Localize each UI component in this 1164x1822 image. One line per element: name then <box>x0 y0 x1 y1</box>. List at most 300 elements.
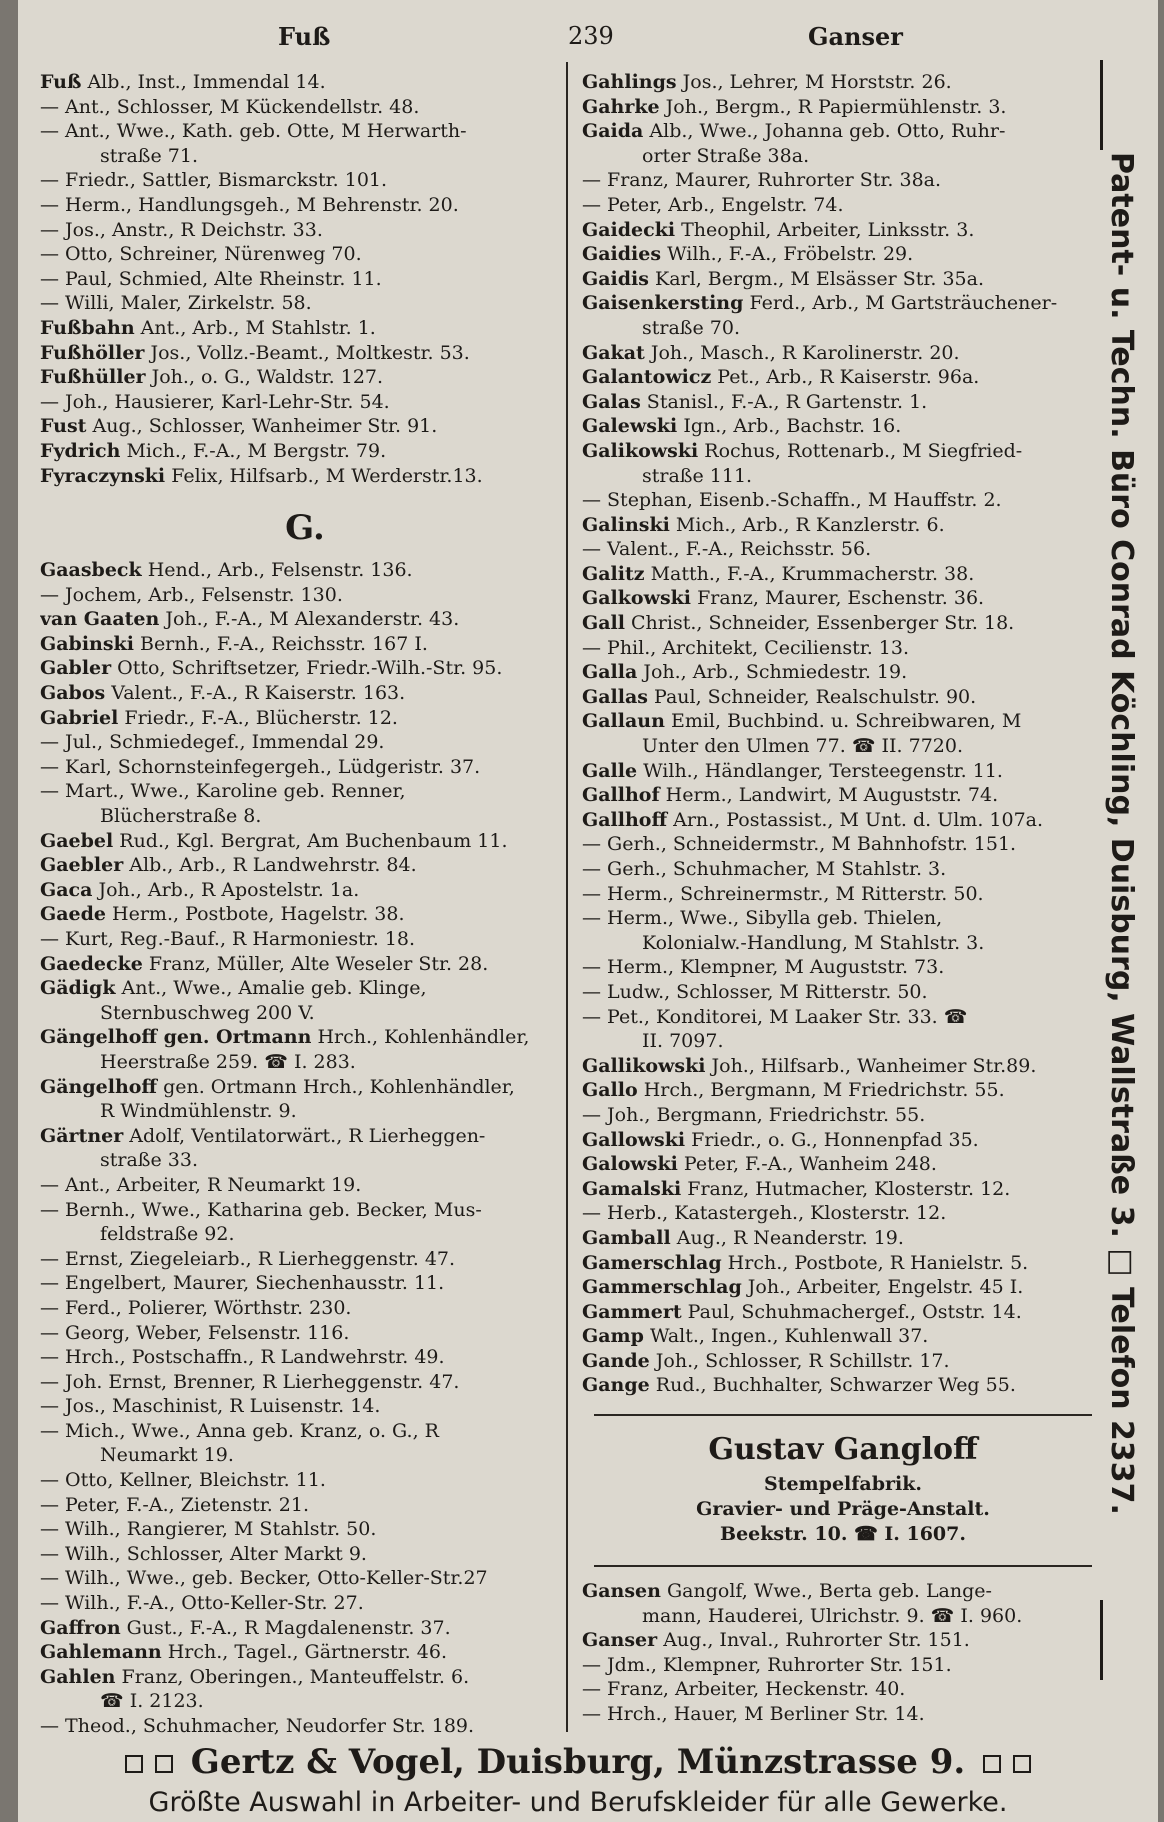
directory-entry <box>582 70 1104 95</box>
entry-details: — Ant., Wwe., Kath. geb. Otte, M Herwarth- <box>40 120 467 143</box>
directory-entry <box>40 1517 570 1542</box>
entry-details: — Friedr., Sattler, Bismarckstr. 101. <box>40 169 388 192</box>
entry-surname: Gabinski <box>40 632 134 655</box>
entry-surname: Gammerschlag <box>582 1276 742 1299</box>
directory-entry <box>40 1665 570 1690</box>
directory-entry <box>40 706 570 731</box>
directory-entry <box>40 242 570 267</box>
directory-entry <box>40 1542 570 1567</box>
entry-surname: Galantowicz <box>582 366 712 389</box>
directory-entry <box>40 681 570 706</box>
entry-surname: Gärtner <box>40 1124 124 1147</box>
entry-details: Herm., Landwirt, M Auguststr. 74. <box>659 784 999 807</box>
directory-entry <box>582 1251 1104 1276</box>
entry-details: Jos., Lehrer, M Horststr. 26. <box>676 71 952 93</box>
directory-entry <box>40 1443 570 1468</box>
entry-details: Joh., Bergm., R Papiermühlenstr. 3. <box>659 95 1007 118</box>
directory-entry <box>582 709 1104 734</box>
entry-surname: Gallas <box>582 685 648 708</box>
entry-surname: Gaidis <box>582 267 649 290</box>
entry-details: — Valent., F.-A., Reichsstr. 56. <box>582 538 872 561</box>
entry-details: — Franz, Maurer, Ruhrorter Str. 38a. <box>582 169 942 192</box>
directory-entry <box>40 1345 570 1370</box>
entry-details: — Mich., Wwe., Anna geb. Kranz, o. G., R <box>40 1419 439 1442</box>
entry-details: Joh., Arb., Schmiedestr. 19. <box>637 661 908 684</box>
directory-entry <box>582 808 1104 833</box>
entry-details: Joh., F.-A., M Alexanderstr. 43. <box>159 608 460 631</box>
entry-details: straße 70. <box>642 316 740 339</box>
entry-surname: Gange <box>582 1374 650 1397</box>
directory-entry <box>582 144 1104 169</box>
entry-details: — Herm., Handlungsgeh., M Behrenstr. 20. <box>40 193 459 216</box>
entry-details: gen. Ortmann Hrch., Kohlenhändler, <box>157 1075 515 1098</box>
left-top-entries <box>40 70 570 488</box>
entry-surname: Gaida <box>582 120 644 143</box>
directory-entry <box>582 1078 1104 1103</box>
entry-surname: Fußhüller <box>40 366 146 389</box>
directory-entry <box>582 1702 1104 1727</box>
header-right-keyword: Ganser <box>808 22 903 51</box>
directory-entry <box>40 193 570 218</box>
entry-surname: Gahlemann <box>40 1641 162 1664</box>
entry-details: Heerstraße 259. ☎ I. 283. <box>100 1050 356 1073</box>
entry-surname: Ganser <box>582 1629 658 1652</box>
entry-details: — Herm., Wwe., Sibylla geb. Thielen, <box>582 907 943 930</box>
directory-entry <box>582 537 1104 562</box>
entry-details: — Joh., Bergmann, Friedrichstr. 55. <box>582 1103 926 1126</box>
entry-surname: Gaffron <box>40 1616 121 1639</box>
directory-entry <box>582 1054 1104 1079</box>
directory-entry <box>40 1124 570 1149</box>
entry-details: Rud., Buchhalter, Schwarzer Weg 55. <box>649 1374 1016 1397</box>
entry-details: — Wilh., Schlosser, Alter Markt 9. <box>40 1542 367 1565</box>
entry-details: Franz, Maurer, Eschenstr. 36. <box>691 587 985 610</box>
entry-surname: Gamerschlag <box>582 1251 722 1274</box>
directory-entry <box>582 1300 1104 1325</box>
directory-entry <box>40 1689 570 1714</box>
entry-details: Karl, Bergm., M Elsässer Str. 35a. <box>648 267 985 290</box>
entry-surname: Gängelhoff <box>40 1075 158 1098</box>
entry-surname: Gaca <box>40 878 93 901</box>
entry-details: — Hrch., Postschaffn., R Landwehrstr. 49. <box>40 1346 445 1369</box>
entry-surname: Fuß <box>40 71 82 93</box>
entry-details: Ant., Wwe., Amalie geb. Klinge, <box>115 977 427 1000</box>
entry-surname: Gahrke <box>582 95 660 118</box>
directory-entry <box>40 341 570 366</box>
entry-details: Joh., Hilfsarb., Wanheimer Str.89. <box>705 1054 1037 1077</box>
entry-surname: Fyraczynski <box>40 464 166 487</box>
directory-entry <box>40 583 570 608</box>
entry-details: Joh., Arbeiter, Engelstr. 45 I. <box>741 1276 1024 1299</box>
directory-entry <box>40 902 570 927</box>
entry-details: straße 71. <box>100 144 198 167</box>
directory-entry <box>582 1152 1104 1177</box>
directory-entry <box>40 1591 570 1616</box>
entry-details: Ant., Arb., M Stahlstr. 1. <box>134 316 376 339</box>
entry-surname: Gallaun <box>582 710 665 733</box>
footer-company: Gertz & Vogel, Duisburg, Münzstrasse 9. <box>190 1742 966 1782</box>
entry-surname: Gahlen <box>40 1665 116 1688</box>
entry-surname: Gallo <box>582 1079 638 1102</box>
entry-surname: Gakat <box>582 341 645 364</box>
entry-details: Ferd., Arb., M Gartsträuchener- <box>743 292 1058 315</box>
square-ornament <box>983 1755 1001 1773</box>
entry-details: — Engelbert, Maurer, Siechenhausstr. 11. <box>40 1272 445 1295</box>
entry-surname: Galinski <box>582 513 670 536</box>
directory-entry <box>40 1222 570 1247</box>
entry-surname: Gabriel <box>40 706 119 729</box>
entry-surname: Gaidies <box>582 243 662 266</box>
entry-surname: Fußbahn <box>40 316 135 339</box>
entry-surname: Gallikowski <box>582 1054 706 1077</box>
entry-surname: Gansen <box>582 1580 661 1603</box>
directory-entry <box>40 218 570 243</box>
directory-entry <box>582 882 1104 907</box>
directory-entry <box>40 1025 570 1050</box>
directory-entry <box>582 734 1104 759</box>
vertical-advert-text: Patent- u. Techn. Büro Conrad Köchling, Duisburg, Wallstraße 3. □ Telefon 2337. <box>1104 152 1139 1515</box>
directory-entry <box>40 1099 570 1124</box>
directory-entry <box>582 1324 1104 1349</box>
directory-entry <box>582 267 1104 292</box>
column-divider <box>566 62 568 1732</box>
entry-details: Hrch., Postbote, R Hanielstr. 5. <box>721 1251 1029 1274</box>
directory-entry <box>582 193 1104 218</box>
entry-details: Rud., Kgl. Bergrat, Am Buchenbaum 11. <box>113 829 508 852</box>
directory-entry <box>40 1394 570 1419</box>
entry-details: — Joh., Hausierer, Karl-Lehr-Str. 54. <box>40 390 390 413</box>
directory-entry <box>582 365 1104 390</box>
directory-entry <box>582 439 1104 464</box>
entry-surname: Gädigk <box>40 977 116 1000</box>
entry-details: — Herm., Schreinermstr., M Ritterstr. 50. <box>582 882 984 905</box>
entry-details: — Herb., Katastergeh., Klosterstr. 12. <box>582 1202 947 1225</box>
entry-details: Theophil, Arbeiter, Linksstr. 3. <box>675 218 975 241</box>
footer-advert <box>18 1740 1138 1822</box>
entry-details: Hrch., Tagel., Gärtnerstr. 46. <box>161 1641 447 1664</box>
entry-details: Gust., F.-A., R Magdalenenstr. 37. <box>120 1616 451 1639</box>
directory-entry <box>40 1566 570 1591</box>
vertical-rule-bottom <box>1100 1600 1103 1680</box>
entry-details: — Hrch., Hauer, M Berliner Str. 14. <box>582 1703 925 1726</box>
entry-surname: Gallhoff <box>582 808 668 831</box>
entry-details: Pet., Arb., R Kaiserstr. 96a. <box>711 366 980 389</box>
entry-surname: Gande <box>582 1349 650 1372</box>
left-column <box>40 70 570 1739</box>
directory-entry <box>582 660 1104 685</box>
entry-details: R Windmühlenstr. 9. <box>100 1100 297 1123</box>
entry-surname: Gamball <box>582 1226 671 1249</box>
entry-surname: van Gaaten <box>40 608 160 631</box>
entry-details: Alb., Arb., R Landwehrstr. 84. <box>123 854 417 877</box>
entry-details: Rochus, Rottenarb., M Siegfried- <box>698 439 1023 462</box>
entry-details: Paul, Schneider, Realschulstr. 90. <box>647 685 977 708</box>
directory-entry <box>582 242 1104 267</box>
entry-details: Valent., F.-A., R Kaiserstr. 163. <box>105 682 406 705</box>
directory-entry <box>582 857 1104 882</box>
entry-details: — Jos., Maschinist, R Luisenstr. 14. <box>40 1395 381 1418</box>
directory-entry <box>40 316 570 341</box>
entry-details: Arn., Postassist., M Unt. d. Ulm. 107a. <box>667 808 1044 831</box>
entry-surname: Gallhof <box>582 784 660 807</box>
directory-entry <box>40 853 570 878</box>
entry-details: — Georg, Weber, Felsenstr. 116. <box>40 1321 350 1344</box>
square-ornament <box>125 1755 143 1773</box>
directory-entry <box>40 829 570 854</box>
entry-details: Walt., Ingen., Kuhlenwall 37. <box>643 1325 929 1348</box>
directory-entry <box>40 976 570 1001</box>
directory-entry <box>40 1148 570 1173</box>
advert-line2: Gravier- und Präge-Anstalt. <box>696 1498 990 1521</box>
entry-details: Herm., Postbote, Hagelstr. 38. <box>106 903 405 926</box>
entry-details: Adolf, Ventilatorwärt., R Lierheggen- <box>123 1124 486 1147</box>
directory-entry <box>40 632 570 657</box>
directory-entry <box>40 779 570 804</box>
directory-entry <box>582 1275 1104 1300</box>
entry-details: Gangolf, Wwe., Berta geb. Lange- <box>660 1580 992 1603</box>
entry-details: — Paul, Schmied, Alte Rheinstr. 11. <box>40 267 382 290</box>
entry-surname: Gaisenkersting <box>582 292 744 315</box>
entry-surname: Gaedecke <box>40 952 143 975</box>
vertical-rule-top <box>1100 60 1103 150</box>
directory-entry <box>582 119 1104 144</box>
directory-entry <box>40 1321 570 1346</box>
entry-surname: Gamalski <box>582 1177 682 1200</box>
entry-surname: Fydrich <box>40 439 121 462</box>
entry-details: Jos., Vollz.-Beamt., Moltkestr. 53. <box>144 341 470 364</box>
entry-details: Neumarkt 19. <box>100 1444 234 1467</box>
right-top-entries <box>582 70 1104 1398</box>
entry-details: Unter den Ulmen 77. ☎ II. 7720. <box>642 735 964 758</box>
directory-entry <box>582 906 1104 931</box>
entry-details: — Gerh., Schneidermstr., M Bahnhofstr. 151. <box>582 833 1017 856</box>
entry-surname: Fußhöller <box>40 341 145 364</box>
directory-entry <box>40 390 570 415</box>
directory-entry <box>40 1714 570 1739</box>
directory-entry <box>582 1103 1104 1128</box>
directory-entry <box>40 1075 570 1100</box>
entry-details: Mich., F.-A., M Bergstr. 79. <box>120 439 387 462</box>
directory-entry <box>40 1640 570 1665</box>
square-ornament <box>155 1755 173 1773</box>
entry-details: — Jos., Anstr., R Deichstr. 33. <box>40 218 323 241</box>
gangloff-advert <box>594 1414 1092 1567</box>
directory-entry <box>40 1370 570 1395</box>
directory-entry <box>40 730 570 755</box>
directory-entry <box>40 464 570 489</box>
entry-details: Aug., R Neanderstr. 19. <box>670 1226 904 1249</box>
directory-entry <box>582 980 1104 1005</box>
entry-surname: Galikowski <box>582 439 699 462</box>
directory-entry <box>40 927 570 952</box>
section-letter: G. <box>285 508 325 549</box>
entry-surname: Galle <box>582 759 638 782</box>
directory-entry <box>582 636 1104 661</box>
entry-surname: Galewski <box>582 415 678 438</box>
directory-entry <box>40 439 570 464</box>
entry-surname: Gängelhoff gen. Ortmann <box>40 1026 312 1049</box>
directory-entry <box>582 218 1104 243</box>
entry-details: — Wilh., F.-A., Otto-Keller-Str. 27. <box>40 1592 364 1615</box>
entry-details: — Stephan, Eisenb.-Schaffn., M Hauffstr. 2. <box>582 489 1002 512</box>
footer-line2: Größte Auswahl in Arbeiter- und Berufskleider für alle Gewerke. <box>148 1787 1008 1818</box>
directory-entry <box>582 1201 1104 1226</box>
entry-details: Kolonialw.-Handlung, M Stahlstr. 3. <box>642 931 985 954</box>
entry-details: — Ant., Schlosser, M Kückendellstr. 48. <box>40 95 420 118</box>
entry-surname: Gaebler <box>40 854 124 877</box>
entry-details: — Jul., Schmiedegef., Immendal 29. <box>40 731 385 754</box>
entry-surname: Gabos <box>40 682 106 705</box>
directory-entry <box>40 95 570 120</box>
entry-details: — Peter, Arb., Engelstr. 74. <box>582 193 844 216</box>
directory-entry <box>582 95 1104 120</box>
directory-entry <box>40 267 570 292</box>
entry-details: Stanisl., F.-A., R Gartenstr. 1. <box>640 390 928 413</box>
entry-details: Aug., Schlosser, Wanheimer Str. 91. <box>86 415 438 438</box>
right-bottom-entries <box>582 1579 1104 1727</box>
entry-details: Aug., Inval., Ruhrorter Str. 151. <box>657 1629 970 1652</box>
entry-details: — Ludw., Schlosser, M Ritterstr. 50. <box>582 980 928 1003</box>
entry-details: Wilh., Händlanger, Tersteegenstr. 11. <box>637 759 1003 782</box>
advert-line1: Stempelfabrik. <box>763 1473 923 1496</box>
entry-surname: Fust <box>40 415 87 438</box>
directory-entry <box>582 1373 1104 1398</box>
entry-surname: Galas <box>582 390 641 413</box>
entry-details: — Jdm., Klempner, Ruhrorter Str. 151. <box>582 1653 952 1676</box>
entry-details: Peter, F.-A., Wanheim 248. <box>677 1153 937 1176</box>
entry-details: straße 111. <box>642 464 753 487</box>
entry-details: feldstraße 92. <box>100 1223 235 1246</box>
directory-entry <box>582 464 1104 489</box>
entry-surname: Galkowski <box>582 587 692 610</box>
directory-entry <box>40 1616 570 1641</box>
entry-details: II. 7097. <box>642 1030 724 1053</box>
directory-entry <box>40 1198 570 1223</box>
directory-entry <box>582 1628 1104 1653</box>
page-number: 239 <box>568 22 614 50</box>
directory-entry <box>582 1579 1104 1604</box>
directory-entry <box>40 1468 570 1493</box>
entry-details: Hend., Arb., Felsenstr. 136. <box>141 559 413 582</box>
directory-entry <box>582 1226 1104 1251</box>
entry-surname: Galowski <box>582 1153 678 1176</box>
entry-details: Joh., Arb., R Apostelstr. 1a. <box>92 878 360 901</box>
vertical-advert <box>1096 152 1146 1602</box>
entry-details: Christ., Schneider, Essenberger Str. 18. <box>624 612 1015 635</box>
directory-entry <box>582 513 1104 538</box>
directory-entry <box>582 1604 1104 1629</box>
directory-entry <box>582 1005 1104 1030</box>
entry-details: — Willi, Maler, Zirkelstr. 58. <box>40 292 312 315</box>
directory-entry <box>40 1296 570 1321</box>
entry-details: — Wilh., Rangierer, M Stahlstr. 50. <box>40 1518 377 1541</box>
directory-entry <box>40 365 570 390</box>
entry-details: Joh., o. G., Waldstr. 127. <box>145 366 384 389</box>
entry-details: — Theod., Schuhmacher, Neudorfer Str. 189. <box>40 1715 475 1737</box>
footer-line1 <box>18 1740 1138 1784</box>
left-g-entries <box>40 558 570 1739</box>
square-ornament <box>1013 1755 1031 1773</box>
entry-details: — Wilh., Wwe., geb. Becker, Otto-Keller-Str.27 <box>40 1567 488 1590</box>
directory-entry <box>40 1247 570 1272</box>
entry-details: Hrch., Bergmann, M Friedrichstr. 55. <box>637 1079 1005 1102</box>
entry-details: — Phil., Architekt, Cecilienstr. 13. <box>582 636 910 659</box>
directory-entry <box>582 291 1104 316</box>
entry-details: Wilh., F.-A., Fröbelstr. 29. <box>661 243 914 266</box>
directory-entry <box>40 607 570 632</box>
entry-details: Sternbuschweg 200 V. <box>100 1001 315 1024</box>
directory-entry <box>582 1653 1104 1678</box>
entry-details: straße 33. <box>100 1149 198 1172</box>
directory-entry <box>582 685 1104 710</box>
directory-entry <box>40 656 570 681</box>
entry-details: Franz, Hutmacher, Klosterstr. 12. <box>681 1177 1011 1200</box>
directory-entry <box>582 168 1104 193</box>
entry-details: Blücherstraße 8. <box>100 805 262 828</box>
directory-page <box>18 0 1158 1822</box>
directory-entry <box>40 952 570 977</box>
entry-details: Joh., Schlosser, R Schillstr. 17. <box>649 1349 950 1372</box>
right-column <box>582 70 1104 1727</box>
entry-details: Franz, Oberingen., Manteuffelstr. 6. <box>115 1665 470 1688</box>
entry-surname: Gaasbeck <box>40 559 142 582</box>
header-left-keyword: Fuß <box>278 22 331 51</box>
entry-details: Matth., F.-A., Krummacherstr. 38. <box>644 562 975 585</box>
entry-surname: Gaebel <box>40 829 114 852</box>
directory-entry <box>582 341 1104 366</box>
directory-entry <box>40 144 570 169</box>
directory-entry <box>582 832 1104 857</box>
entry-details: — Bernh., Wwe., Katharina geb. Becker, Mus- <box>40 1198 482 1221</box>
entry-details: Friedr., F.-A., Blücherstr. 12. <box>118 706 398 729</box>
directory-entry <box>582 1349 1104 1374</box>
directory-entry <box>40 1173 570 1198</box>
entry-details: — Mart., Wwe., Karoline geb. Renner, <box>40 780 406 803</box>
entry-surname: Gahlings <box>582 71 677 93</box>
entry-surname: Gabler <box>40 657 112 680</box>
directory-entry <box>582 931 1104 956</box>
entry-details: mann, Hauderei, Ulrichstr. 9. ☎ I. 960. <box>642 1604 1023 1627</box>
entry-details: — Joh. Ernst, Brenner, R Lierheggenstr. 47. <box>40 1370 460 1393</box>
directory-entry <box>582 1029 1104 1054</box>
directory-entry <box>582 955 1104 980</box>
entry-details: — Otto, Schreiner, Nürenweg 70. <box>40 243 362 266</box>
directory-entry <box>40 1493 570 1518</box>
entry-details: — Pet., Konditorei, M Laaker Str. 33. ☎ <box>582 1005 968 1028</box>
entry-details: — Karl, Schornsteinfegergeh., Lüdgeristr. 37. <box>40 755 481 778</box>
directory-entry <box>582 562 1104 587</box>
entry-details: Emil, Buchbind. u. Schreibwaren, M <box>664 710 1022 733</box>
entry-surname: Gallowski <box>582 1128 686 1151</box>
entry-details: Hrch., Kohlenhändler, <box>311 1026 530 1049</box>
entry-details: Mich., Arb., R Kanzlerstr. 6. <box>669 513 945 536</box>
entry-details: — Kurt, Reg.-Bauf., R Harmoniestr. 18. <box>40 928 416 950</box>
entry-details: Ign., Arb., Bachstr. 16. <box>677 415 902 438</box>
entry-details: Franz, Müller, Alte Weseler Str. 28. <box>142 952 489 975</box>
entry-surname: Gaede <box>40 903 106 926</box>
directory-entry <box>40 804 570 829</box>
directory-entry <box>40 1001 570 1026</box>
entry-details: Paul, Schuhmachergef., Oststr. 14. <box>681 1300 1022 1323</box>
entry-details: — Ant., Arbeiter, R Neumarkt 19. <box>40 1173 362 1196</box>
entry-details: Bernh., F.-A., Reichsstr. 167 I. <box>133 632 428 655</box>
directory-entry <box>40 558 570 583</box>
directory-entry <box>40 168 570 193</box>
advert-line3: Beekstr. 10. ☎ I. 1607. <box>720 1523 966 1546</box>
directory-entry <box>582 586 1104 611</box>
entry-details: — Gerh., Schuhmacher, M Stahlstr. 3. <box>582 858 947 880</box>
entry-surname: Galla <box>582 661 638 684</box>
